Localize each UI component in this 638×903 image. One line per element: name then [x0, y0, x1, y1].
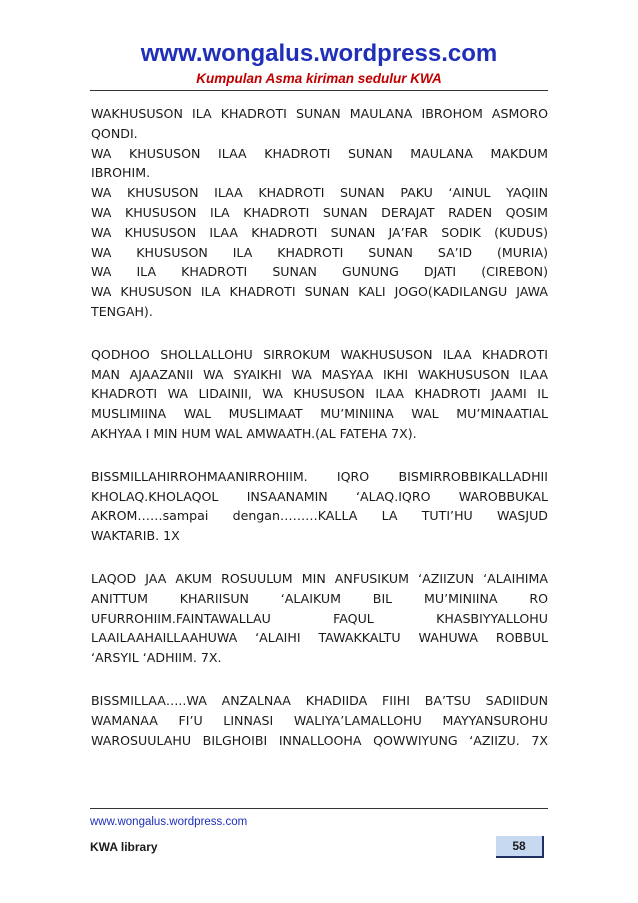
paragraph — [91, 691, 548, 750]
text-line: WA KHUSUSON ILA KHADROTI SUNAN SA’ID (MURIA) — [91, 244, 548, 260]
text-line: LAAILAAHAILLAAHUWA ‘ALAIHI TAWAKKALTU WAHUWA ROBBUL — [91, 630, 548, 646]
text-line: WA KHUSUSON ILAA KHADROTI SUNAN JA’FAR SODIK (KUDUS) — [91, 224, 548, 240]
footer-library-label: KWA library — [90, 840, 158, 854]
text-line: WAROSUULAHU BILGHOIBI INNALLOOHA QOWWIYUNG ‘AZIIZU. 7X — [91, 732, 548, 748]
document-body — [91, 104, 548, 773]
paragraph — [91, 569, 548, 668]
text-line: BISSMILLAA…..WA ANZALNAA KHADIIDA FIIHI BA’TSU SADIIDUN — [91, 692, 548, 708]
paragraph — [91, 467, 548, 546]
text-line: QODHOO SHOLLALLOHU SIRROKUM WAKHUSUSON ILAA KHADROTI — [91, 346, 548, 362]
page-number: 58 — [496, 836, 544, 858]
header-divider — [90, 90, 548, 91]
text-line: MUSLIMIINA WAL MUSLIMAAT MU’MINIINA WAL MU’MINAATIAL — [91, 406, 548, 422]
page-subtitle: Kumpulan Asma kiriman sedulur KWA — [196, 71, 442, 86]
text-line: BISSMILLAHIRROHMAANIRROHIIM. IQRO BISMIRROBBIKALLADHII — [91, 468, 548, 484]
paragraph — [91, 345, 548, 444]
text-line: AKHYAA I MIN HUM WAL AMWAATH.(AL FATEHA 7X). — [91, 425, 417, 441]
text-line: KHADROTI WA LIDAINII, WA KHUSUSON ILAA KHADROTI JAAMI IL — [91, 386, 548, 402]
text-line: UFURROHIIM.FAINTAWALLAU FAQUL KHASBIYYALLOHU — [91, 610, 548, 626]
text-line: WA KHUSUSON ILA KHADROTI SUNAN KALI JOGO(KADILANGU JAWA — [91, 284, 548, 300]
text-line: WAMANAA FI’U LINNASI WALIYA’LAMALLOHU MAYYANSUROHU — [91, 712, 548, 728]
text-line: KHOLAQ.KHOLAQOL INSAANAMIN ‘ALAQ.IQRO WAROBBUKAL — [91, 488, 548, 504]
footer-link[interactable]: www.wongalus.wordpress.com — [90, 816, 248, 828]
text-line: ‘ARSYIL ‘ADHIIM. 7X. — [91, 650, 222, 666]
text-line: WAKHUSUSON ILA KHADROTI SUNAN MAULANA IBROHOM ASMORO — [91, 106, 548, 121]
footer-divider — [90, 808, 548, 809]
text-line: TENGAH). — [91, 303, 153, 319]
text-line: WAKTARIB. 1X — [91, 528, 180, 544]
text-line: WA KHUSUSON ILAA KHADROTI SUNAN PAKU ‘AINUL YAQIIN — [91, 185, 548, 201]
text-line: LAQOD JAA AKUM ROSUULUM MIN ANFUSIKUM ‘AZIIZUN ‘ALAIHIMA — [91, 570, 548, 586]
text-line: WA KHUSUSON ILA KHADROTI SUNAN DERAJAT RADEN QOSIM — [91, 204, 548, 220]
text-line: AKROM……sampai dengan………KALLA LA TUTI’HU WASJUD — [91, 508, 548, 524]
text-line: MAN AJAAZANII WA SYAIKHI WA MASYAA IKHI WAKHUSUSON ILAA — [91, 366, 548, 382]
site-title[interactable]: www.wongalus.wordpress.com — [140, 40, 498, 67]
paragraph — [91, 104, 548, 322]
text-line: QONDI. — [91, 125, 138, 141]
text-line: IBROHIM. — [91, 165, 151, 181]
text-line: WA ILA KHADROTI SUNAN GUNUNG DJATI (CIREBON) — [91, 264, 548, 280]
text-line: ANITTUM KHARIISUN ‘ALAIKUM BIL MU’MINIINA RO — [91, 590, 548, 606]
text-line: WA KHUSUSON ILAA KHADROTI SUNAN MAULANA MAKDUM — [91, 145, 548, 161]
